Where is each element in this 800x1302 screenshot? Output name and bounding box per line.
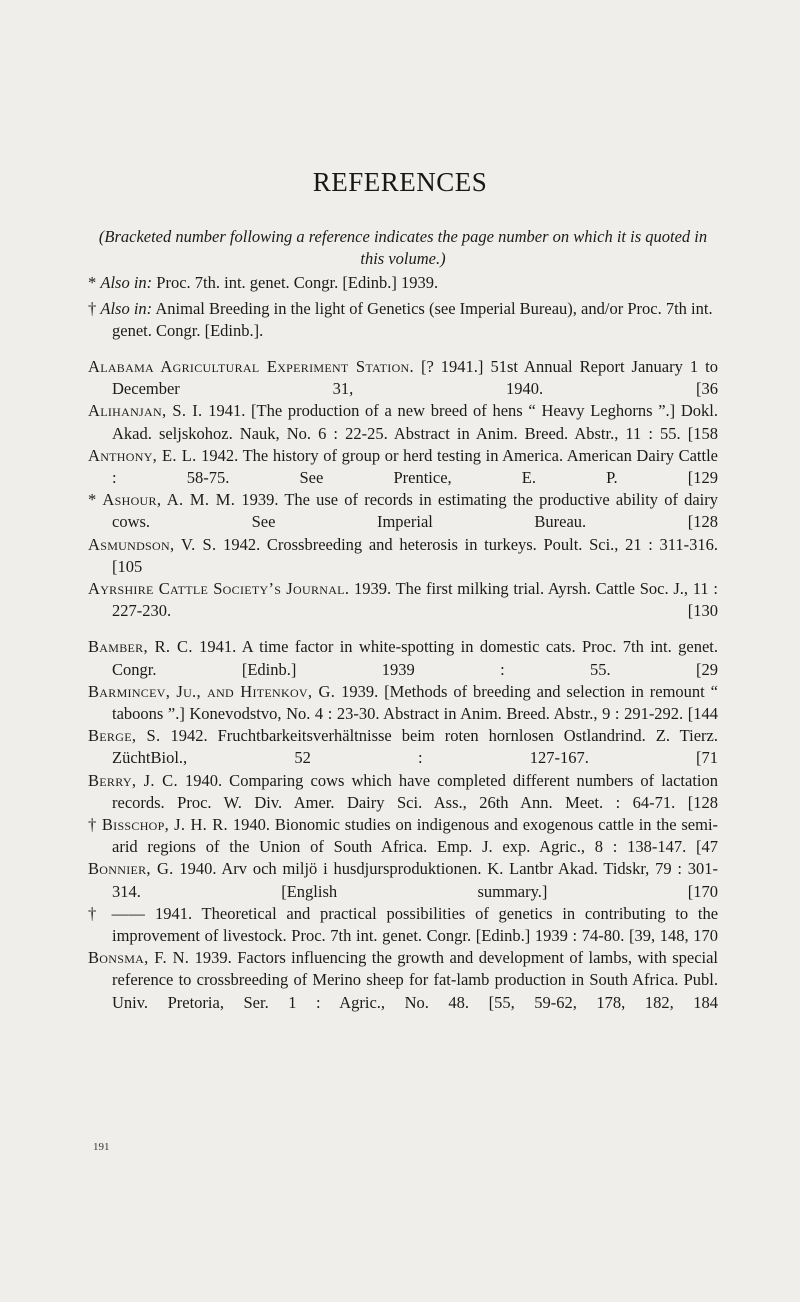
reference-entry bbox=[88, 770, 718, 814]
reference-entry bbox=[88, 356, 718, 400]
note-text: Proc. 7th. int. genet. Congr. [Edinb.] 1939. bbox=[156, 273, 439, 292]
intro-note: (Bracketed number following a reference indicates the page number on which it is quoted in this volume.) bbox=[98, 227, 708, 268]
reference-text: 1942. The history of group or herd testing in America. American Dairy Cattle : 58-75. See Prentice, E. P. bbox=[112, 445, 719, 488]
reference-page: [144 bbox=[687, 704, 718, 724]
reference-author: Bisschop, J. H. R. bbox=[101, 815, 228, 835]
reference-page: [47 bbox=[696, 837, 718, 857]
note-lead: Also in: bbox=[100, 273, 153, 292]
reference-mark: † bbox=[88, 815, 97, 835]
reference-text: 1941. [The production of a new breed of hens “ Heavy Leghorns ”.] Dokl. Akad. seljskohoz. Nauk, No. 6 : 22-25. Abstract in Anim. Breed. Abstr., 11 : 55. bbox=[112, 401, 718, 443]
reference-text: 1941. A time factor in white-spotting in domestic cats. Proc. 7th int. genet. Congr. [Edinb.] 1939 : 55. bbox=[112, 637, 719, 679]
reference-page: [170 bbox=[687, 881, 719, 901]
reference-text: 1942. Fruchtbarkeitsverhältnisse beim roten hornlosen Ostlandrind. Z. Tierz. ZüchtBiol., 52 : 127-167. bbox=[112, 726, 718, 768]
reference-entry bbox=[88, 636, 718, 680]
reference-author: Berge, S. bbox=[88, 726, 161, 746]
reference-text: 1940. Comparing cows which have completed different numbers of lactation records. Proc. W. Div. Amer. Dairy Sci. Ass., 26th Ann. Meet. : 64-71. bbox=[112, 770, 718, 812]
note-mark: † bbox=[88, 299, 97, 318]
note-text: Animal Breeding in the light of Genetics (see Imperial Bureau), and/or Proc. 7th int. genet. Congr. [Edinb.]. bbox=[112, 299, 713, 340]
reference-page: [128 bbox=[687, 792, 718, 812]
reference-page: [158 bbox=[687, 423, 718, 443]
reference-text: 1942. Crossbreeding and heterosis in turkeys. Poult. Sci., 21 : 311-316. bbox=[223, 534, 718, 554]
reference-text: 1939. The first milking trial. Ayrsh. Cattle Soc. J., 11 : 227-230. bbox=[112, 579, 719, 621]
reference-list bbox=[88, 356, 718, 1014]
reference-author: Berry, J. C. bbox=[88, 770, 178, 790]
reference-text: 1939. The use of records in estimating the productive ability of dairy cows. See Imperial Bureau. bbox=[112, 490, 719, 532]
reference-entry bbox=[88, 903, 718, 947]
reference-text: 1940. Arv och miljö i husdjursproduktionen. K. Lantbr Akad. Tidskr, 79 : 301-314. [English summary.] bbox=[112, 859, 718, 901]
reference-author: Alihanjan, S. I. bbox=[88, 401, 203, 421]
reference-page: [36 bbox=[696, 379, 719, 399]
reference-text: 1940. Bionomic studies on indigenous and exogenous cattle in the semi-arid regions of the Union of South Africa. Emp. J. exp. Agric., 8 : 138-147. bbox=[112, 815, 719, 857]
reference-author: —— bbox=[111, 903, 146, 923]
reference-entry bbox=[88, 489, 718, 533]
reference-entry bbox=[88, 681, 718, 725]
reference-author: Barmincev, Ju., and Hitenkov, G. bbox=[88, 681, 336, 701]
reference-entry bbox=[88, 858, 718, 902]
reference-entry bbox=[88, 534, 718, 578]
reference-author: Asmundson, V. S. bbox=[88, 534, 217, 554]
reference-author: Ashour, A. M. M. bbox=[102, 490, 236, 510]
note-lead: Also in: bbox=[100, 299, 153, 318]
reference-text: 1941. Theoretical and practical possibilities of genetics in contributing to the improvement of livestock. Proc. 7th int. genet. Congr. [Edinb.] 1939 : 74-80. bbox=[112, 903, 719, 946]
reference-entry bbox=[88, 400, 718, 444]
reference-text: 1939. [Methods of breeding and selection in remount “ taboons ”.] Konevodstvo, No. 4 : 23-30. Abstract in Anim. Breed. Abstr., 9 : 291-292. bbox=[112, 681, 719, 724]
reference-page: [130 bbox=[687, 601, 718, 621]
reference-page: [128 bbox=[687, 512, 718, 532]
reference-page: [29 bbox=[696, 659, 718, 679]
legend-note bbox=[88, 298, 718, 342]
reference-mark: † bbox=[88, 903, 102, 923]
reference-page: [105 bbox=[112, 556, 143, 576]
reference-entry bbox=[88, 947, 718, 1014]
reference-entry bbox=[88, 445, 718, 489]
reference-entry bbox=[88, 578, 718, 622]
legend-note bbox=[88, 272, 718, 294]
reference-author: Bamber, R. C. bbox=[88, 637, 193, 657]
reference-author: Alabama Agricultural Experiment Station. bbox=[88, 357, 414, 376]
reference-author: Bonsma, F. N. bbox=[88, 948, 190, 968]
reference-page: [71 bbox=[696, 748, 718, 768]
reference-page: [129 bbox=[687, 468, 719, 488]
reference-entry bbox=[88, 725, 718, 769]
reference-author: Anthony, E. L. bbox=[88, 445, 197, 465]
page-title: REFERENCES bbox=[312, 167, 488, 197]
reference-text: [? 1941.] 51st Annual Report January 1 to December 31, 1940. bbox=[112, 357, 718, 399]
reference-author: Ayrshire Cattle Society’s Journal. bbox=[88, 579, 350, 599]
reference-text: 1939. Factors influencing the growth and development of lambs, with special reference to crossbreeding of Merino sheep for fat-lamb production in South Africa. Publ. Univ. Pretoria, Ser. 1 : Agric., No. 48. bbox=[112, 948, 719, 1012]
reference-entry bbox=[88, 814, 718, 858]
reference-page: [55, 59-62, 178, 182, 184 bbox=[488, 992, 719, 1012]
reference-author: Bonnier, G. bbox=[88, 859, 174, 879]
reference-page: [39, 148, 170 bbox=[629, 926, 719, 946]
footnote-legend bbox=[88, 272, 718, 346]
reference-mark: * bbox=[88, 490, 97, 510]
note-mark: * bbox=[88, 273, 97, 292]
page-number: 191 bbox=[93, 1141, 110, 1153]
